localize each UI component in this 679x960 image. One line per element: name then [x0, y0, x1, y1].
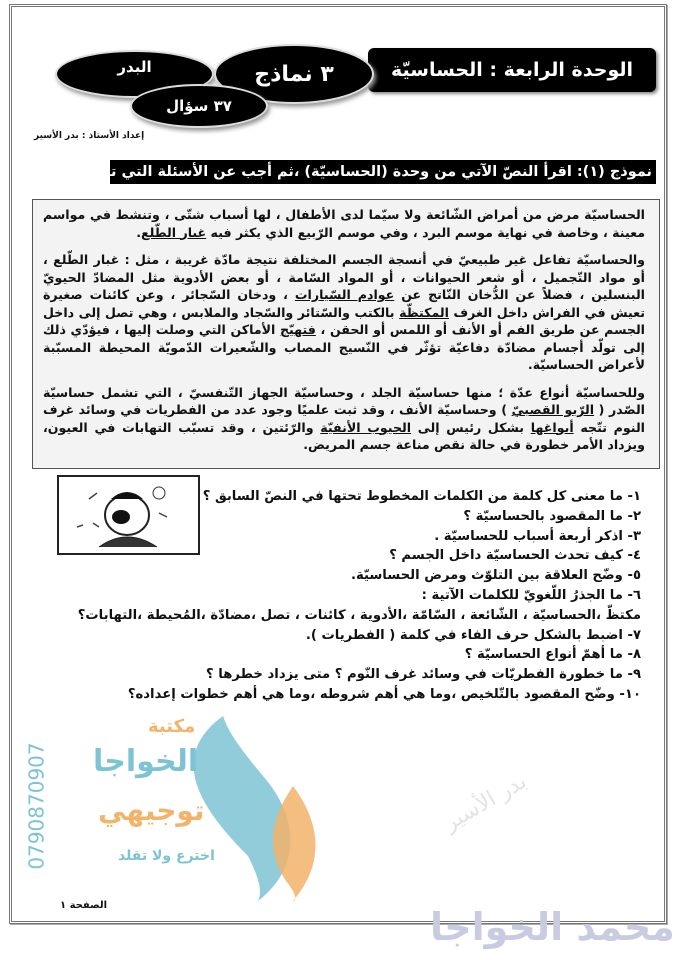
question-item: ٢- ما المقصود بالحساسيّة ؟ [463, 508, 641, 524]
question-item: ٦- ما الجذرُ اللّغويّ للكلمات الآتية : [421, 587, 641, 603]
passage-paragraph [43, 206, 645, 241]
passage-paragraph [43, 251, 645, 374]
underlined-word: عوادم السّيارات [294, 287, 395, 302]
page-number: الصفحة ١ [60, 900, 108, 911]
passage-text: والرّئتين ، وقد تسبّب التهابات في العيون، ويزداد الأمر خطورة في حالة نقص مناعة جسم المريض. [43, 419, 645, 452]
author-badge-text: البدر [117, 58, 152, 76]
blue-flame-shape [194, 716, 291, 901]
underlined-word: الرّبو القصبيّ [511, 402, 595, 417]
models-badge: ٣ نماذج [214, 44, 374, 104]
question-item: ٤- كيف تحدث الحساسيّة داخل الجسم ؟ [389, 548, 641, 564]
question-item: ٨- ما أهمّ أنواع الحساسيّة ؟ [464, 647, 641, 663]
underlined-word: أبواغها [530, 419, 574, 435]
unit-title: الوحدة الرابعة : الحساسيّة [368, 48, 656, 92]
passage-text: الأماكن التي وصلت إليها ، فيؤدّي ذلك إلى تولّد أجسام مضادّة دفاعيّة تؤثّر في النّسيج المصاب والشّعيرات الدّمويّة المحيطة المسبّبة لأعراض الحساسيّة. [43, 322, 645, 372]
question-item: ١٠- وضّح المقصود بالتّلخيص ،وما هي أهم شروطه ،وما هي أهم خطوات إعداده؟ [127, 686, 641, 702]
passage-text: والحساسيّة تفاعل غير طبيعيّ في أنسجة الجسم المختلفة نتيجة مادّة غريبة ، مثل : غبار الطّلع ، أو مواد التّجميل ، أو شعر الحيوانات ، أو المواد السّامة ، أو بعض الأدوية مثل المضادّ الحيويّ البنسلين ، فضلاً عن الدُّخان النّاتج عن [43, 252, 645, 302]
passage-text: بشكل رئيس إلى [411, 419, 531, 435]
underlined-word: المكتظّة [399, 304, 449, 320]
library-logo [24, 716, 338, 901]
author-line: إعداد الأستاذ : بدر الأسير [34, 131, 145, 141]
question-item: ٥- وضّح العلاقة بين التلوّث ومرض الحساسيّة. [350, 568, 641, 584]
question-item: ٧- اضبط بالشكل حرف الفاء في كلمة ( الفطريات ). [305, 627, 641, 643]
logo-library-text: مكتبة [148, 716, 196, 737]
underlined-word: فتهيّج [279, 322, 316, 337]
passage-text: الحساسيّة مرض من أمراض الشّائعة ولا سيّما لدى الأطفال ، لها أسباب شتّى ، وتنشط في مواسم معينة ، وخاصة في نهاية موسم البرد ، وفي موسم الرّبيع الذي يكثر فيه [43, 207, 645, 240]
question-item: ٩- ما خطورة الفطريّات في وسائد غرف النّوم ؟ متى يزداد خطرها ؟ [206, 667, 641, 683]
passage-text: ) وحساسيّة الأنف ، وقد ثبت علميًا وجود عدد من الفطريات في وسائد غرف النوم تتّجه [43, 402, 645, 435]
question-item: مكتظّ ،الحساسيّة ، الشّائعة ، السّامّة ،الأدوية ، كائنات ، تصل ،مضادّة ،المُحيطة ،التهابات؟ [77, 607, 641, 623]
author-watermark: محمد الخواجا [430, 905, 675, 949]
reading-passage [32, 199, 660, 469]
logo-tawjihi-text: توجيهي [98, 794, 205, 827]
logo-phone-text: 0790870907 [24, 742, 49, 870]
diagonal-watermark: بدر الأسير [439, 768, 532, 837]
questions-count-badge: ٣٧ سؤال [130, 84, 268, 128]
underlined-word: غبار الطّلع [141, 224, 207, 240]
question-item: ٣- اذكر أربعة أسباب للحساسيّة . [434, 528, 641, 544]
questions-list [77, 487, 641, 705]
passage-paragraph [43, 384, 645, 454]
passage-text: بالكتب والسّتائر والسّجاد والملابس ، وهي تصل إلى داخل الجسم عن طريق الفم أو الأنف أو اللمس أو الحقن ، [43, 304, 645, 337]
passage-text: ، ودخان السّجائر ، وعن كائنات صغيرة تعيش في الفراش داخل الغرف [43, 287, 646, 320]
passage-text: . [136, 224, 141, 240]
logo-slogan-text: اخترع ولا تقلد [118, 848, 215, 864]
question-item: ١- ما معنى كل كلمة من الكلمات المخطوط تحتها في النصّ السابق ؟ [202, 489, 641, 504]
passage-text: وللحساسيّة أنواع عدّة ؛ منها حساسيّة الجلد ، وحساسيّة الجهاز التّنفسيّ ، التي تشمل حساسيّة الصّدر ( [43, 384, 645, 417]
underlined-word: الجيوب الأنفيّة [320, 419, 412, 435]
model-heading: نموذج (١): اقرأ النصّ الآتي من وحدة (الحساسيّة) ،ثم أجب عن الأسئلة التي تليه : [110, 160, 656, 184]
logo-name-text: الخواجا [93, 744, 199, 779]
